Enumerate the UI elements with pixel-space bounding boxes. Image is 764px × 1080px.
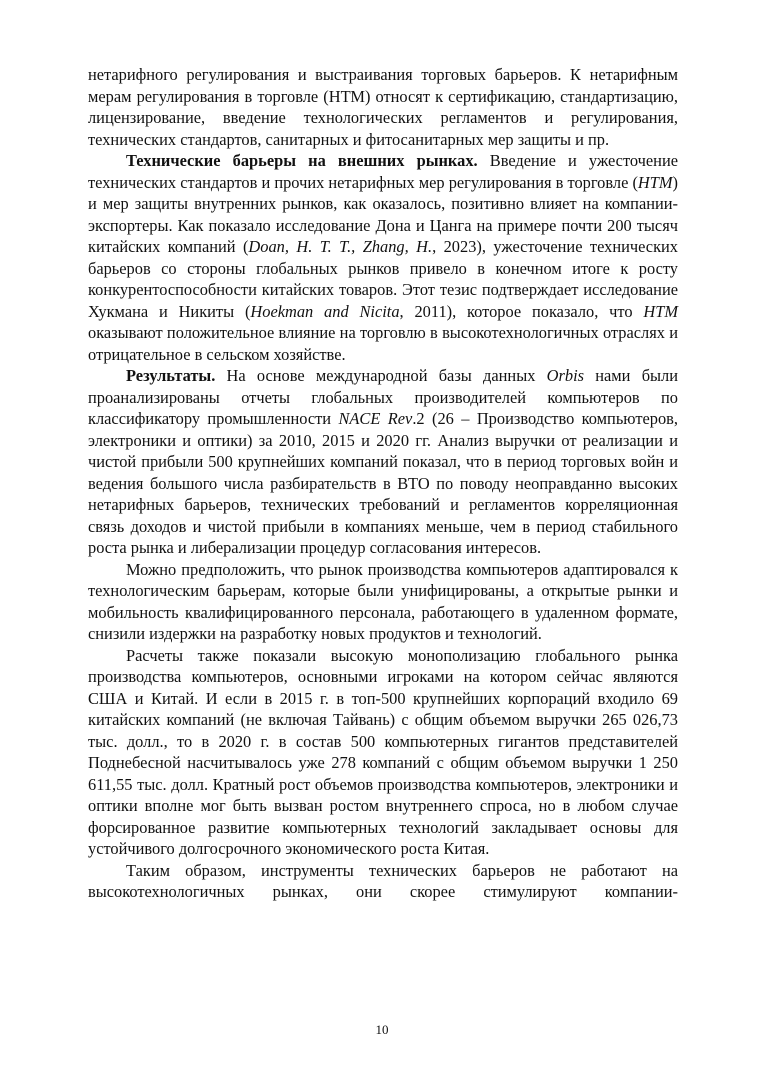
citation-authors: Hoekman and Nicita bbox=[250, 301, 400, 321]
paragraph-text: Введение и ужесточение технических стандартов и прочих нетарифных мер регулирования в торговле ( bbox=[88, 151, 679, 192]
paragraph-4 bbox=[88, 559, 678, 645]
paragraph-text: нами были проанализированы отчеты глобальных производителей компьютеров по классификатору промышленности bbox=[88, 366, 678, 428]
paragraph-technical-barriers bbox=[88, 150, 678, 365]
italic-term: НТМ bbox=[643, 301, 678, 321]
database-name: Orbis bbox=[546, 366, 585, 385]
section-heading-results: Результаты. bbox=[126, 366, 216, 385]
paragraph-1-text: нетарифного регулирования и выстраивания торговых барьеров. К нетарифным мерам регулирования в торговле (НТМ) относят к сертификацию, стандартизацию, лицензирование, введение технологических регламентов и регулирования, технических стандартов, санитарных и фитосанитарных мер защиты и пр. bbox=[88, 65, 678, 149]
paragraph-text: оказывают положительное влияние на торговлю в высокотехнологичных отраслях и отрицательное в сельском хозяйстве. bbox=[88, 323, 678, 364]
italic-term: НТМ bbox=[637, 172, 673, 192]
paragraph-text: , 2011), которое показало, что bbox=[399, 301, 644, 321]
citation-authors: Doan, H. T. T., Zhang, H. bbox=[248, 237, 433, 256]
paragraph-results bbox=[88, 365, 678, 559]
paragraph-6 bbox=[88, 860, 678, 903]
section-heading-technical-barriers: Технические барьеры на внешних рынках. bbox=[126, 151, 478, 170]
paragraph-text: ) и мер защиты внутренних рынков, как оказалось, позитивно влияет на компании-экспортеры. Как показало исследование Дона и Цанга на примере почти 200 тысяч китайских компаний ( bbox=[88, 172, 678, 256]
page-number: 10 bbox=[375, 1022, 389, 1037]
paragraph-6-text: Таким образом, инструменты технических барьеров не работают на высокотехнологичных рынках, они скорее стимулируют компании- bbox=[88, 860, 678, 901]
paragraph-text: , 2023), ужесточение технических барьеров со стороны глобальных рынков привело в конечном итоге к росту конкурентоспособности китайских товаров. Этот тезис подтверждает исследование Хукмана и Никиты ( bbox=[88, 237, 679, 321]
paragraph-1 bbox=[88, 64, 678, 150]
paragraph-text: .2 (26 – Производство компьютеров, электроники и оптики) за 2010, 2015 и 2020 гг. Анализ выручки от реализации и чистой прибыли 500 крупнейших компаний показал, что в период торговых войн и ведения большого числа разбирательств в ВТО по поводу неоправданно высоких нетарифных барьеров, технических требований и регламентов корреляционная связь доходов и чистой прибыли в компаниях меньше, чем в период стабильного роста рынка и либерализации процедур согласования интересов. bbox=[88, 409, 678, 557]
paragraph-5-text: Расчеты также показали высокую монополизацию глобального рынка производства компьютеров, основными игроками на котором сейчас являются США и Китай. И если в 2015 г. в топ-500 крупнейших корпораций входило 69 китайских компаний (не включая Тайвань) с общим объемом выручки 265 026,73 тыс. долл., то в 2020 г. в состав 500 компьютерных гигантов представителей Поднебесной насчитывалось уже 278 компаний с общим объемом выручки 1 250 611,55 тыс. долл. Кратный рост объемов производства компьютеров, электроники и оптики вполне мог быть вызван ростом внутреннего спроса, но в любом случае форсированное развитие компьютерных технологий закладывает основы для устойчивого долгосрочного экономического роста Китая. bbox=[88, 645, 678, 858]
document-body bbox=[88, 64, 678, 903]
classifier-name: NACE Rev bbox=[338, 409, 413, 428]
paragraph-4-text: Можно предположить, что рынок производства компьютеров адаптировался к технологическим барьерам, которые были унифицированы, а открытые рынки и мобильность квалифицированного персонала, работающего в удаленном формате, снизили издержки на разработку новых продуктов и технологий. bbox=[88, 559, 678, 643]
paragraph-5 bbox=[88, 645, 678, 860]
paragraph-text: На основе международной базы данных bbox=[215, 366, 547, 385]
